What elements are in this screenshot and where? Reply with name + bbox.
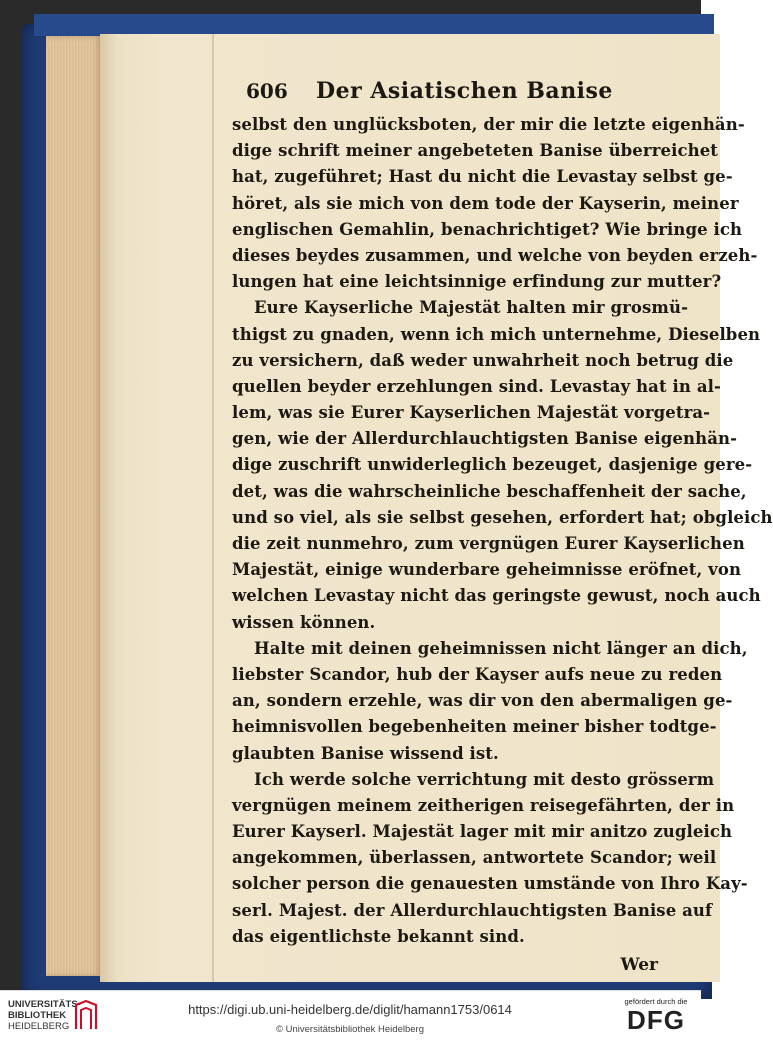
library-name-line-1: UNIVERSITÄTS- <box>8 999 81 1010</box>
text-line: vergnügen meinem zeitherigen reisegefährten, der in <box>232 795 735 815</box>
text-line: an, sondern erzehle, was dir von den abermaligen ge- <box>232 691 733 711</box>
text-line: thigst zu gnaden, wenn ich mich unternehme, Dieselben <box>232 324 761 344</box>
text-line: Halte mit deinen geheimnissen nicht länger an dich, <box>254 638 748 658</box>
running-title: Der Asiatischen Banise <box>316 78 613 104</box>
funder-note: gefördert durch die <box>624 997 688 1006</box>
library-name-line-2: BIBLIOTHEK <box>8 1010 67 1021</box>
text-line: Eurer Kayserl. Majestät lager mit mir anitzo zugleich <box>232 822 733 842</box>
text-line: Eure Kayserliche Majestät halten mir grosmü- <box>254 298 689 318</box>
funder-logo[interactable] <box>618 997 694 1041</box>
text-line: angekommen, überlassen, antwortete Scandor; weil <box>232 848 717 868</box>
text-line: hat, zugeführet; Hast du nicht die Levastay selbst ge- <box>232 167 733 187</box>
library-name-line-3: HEIDELBERG <box>8 1021 70 1032</box>
text-line: das eigentlichste bekannt sind. <box>232 926 525 946</box>
text-body <box>232 112 773 950</box>
viewer-footer <box>0 990 701 1044</box>
text-line: dieses beydes zusammen, und welche von beyden erzeh- <box>232 245 758 265</box>
text-line: heimnisvollen begebenheiten meiner bisher todtge- <box>232 717 717 737</box>
page-number: 606 <box>246 79 288 103</box>
text-line: Ich werde solche verrichtung mit desto grösserm <box>254 769 715 789</box>
text-line: die zeit nunmehro, zum vergnügen Eurer Kayserlichen <box>232 534 745 553</box>
text-line: Majestät, einige wunderbare geheimnisse eröfnet, von <box>232 560 742 580</box>
copyright-notice: © Universitätsbibliothek Heidelberg <box>276 1024 424 1035</box>
funder-name: DFG <box>627 1005 685 1035</box>
text-line: liebster Scandor, hub der Kayser aufs neue zu reden <box>232 664 723 684</box>
text-line: solcher person die genauesten umstände von Ihro Kay- <box>232 874 748 894</box>
text-line: glaubten Banise wissend ist. <box>232 743 499 763</box>
text-line: lungen hat eine leichtsinnige erfindung zur mutter? <box>232 272 722 292</box>
permalink-url[interactable]: https://digi.ub.uni-heidelberg.de/diglit/hamann1753/0614 <box>188 1002 512 1017</box>
text-line: welchen Levastay nicht das geringste gewust, noch auch <box>232 586 761 606</box>
page-header <box>246 78 672 112</box>
text-line: selbst den unglücksboten, der mir die letzte eigenhän- <box>232 115 745 134</box>
page-edges <box>46 36 102 976</box>
text-line: und so viel, als sie selbst gesehen, erfordert hat; obgleich <box>232 507 773 527</box>
book-cover-top <box>34 14 714 36</box>
page-text <box>232 78 773 978</box>
library-mark-icon <box>72 999 100 1033</box>
text-line: zu versichern, daß weder unwahrheit noch betrug die <box>232 350 734 370</box>
text-line: höret, als sie mich von dem tode der Kayserin, meiner <box>232 193 739 213</box>
text-line: wissen können. <box>232 612 376 632</box>
text-line: englischen Gemahlin, benachrichtiget? Wie bringe ich <box>232 219 743 239</box>
text-line: lem, was sie Eurer Kayserlichen Majestät vorgetra- <box>232 403 711 423</box>
text-line: quellen beyder erzehlungen sind. Levastay hat in al- <box>232 376 721 396</box>
text-line: dige schrift meiner angebeteten Banise überreichet <box>232 141 719 161</box>
text-line: det, was die wahrscheinliche beschaffenheit der sache, <box>232 481 747 501</box>
text-line: serl. Majest. der Allerdurchlauchtigsten Banise auf <box>232 900 713 920</box>
catchword: Wer <box>620 955 658 975</box>
text-line: dige zuschrift unwiderleglich bezeuget, dasjenige gere- <box>232 455 753 475</box>
page-gutter <box>212 34 214 982</box>
text-line: gen, wie der Allerdurchlauchtigsten Banise eigenhän- <box>232 429 738 449</box>
